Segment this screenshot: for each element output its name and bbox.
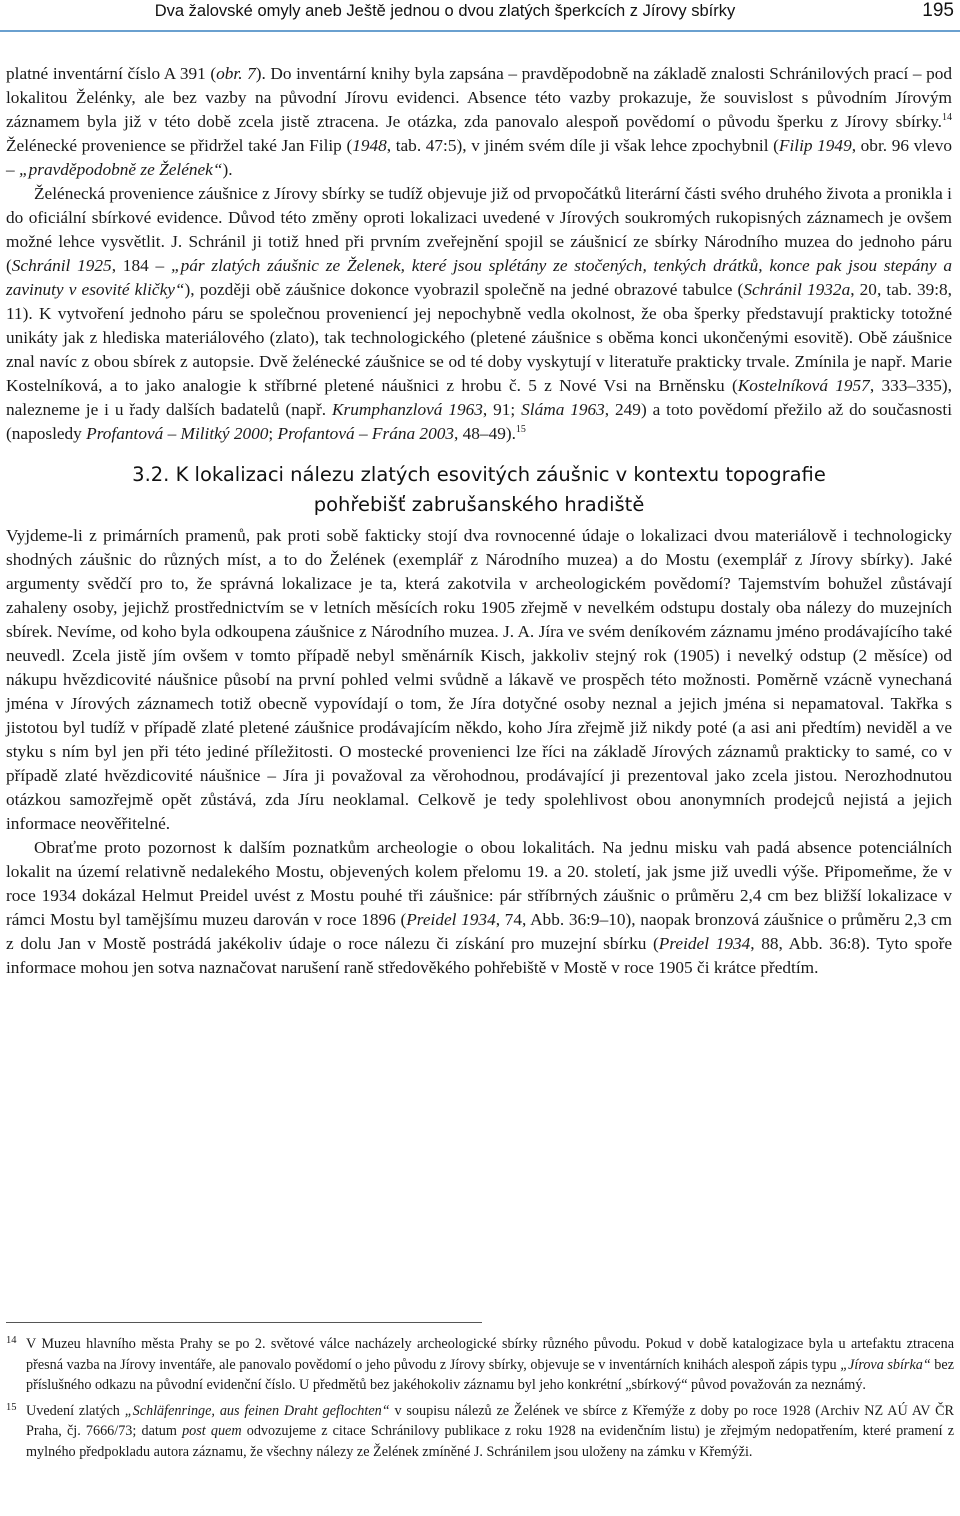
text-run: , 74, Abb. 36:9–10), naopak bronzová záušnice o průměru 2,3 cm z dolu Jan v Mostě postrádá jakékoliv údaje o roce nálezu či získání pro muzejní sbírku ( — [6, 910, 952, 953]
text-run: Želénecké provenience se přidržel také Jan Filip ( — [6, 136, 353, 155]
paragraph-1 — [6, 62, 952, 182]
footnote-text: bez příslušného odkazu na původní evidenční číslo. U předmětů bez jakéhokoliv záznamu byl jeho konkrétní „sbírkový“ původ považován za neznámý. — [26, 1356, 954, 1393]
text-run: , 333–335), nalezneme je i u řady dalších badatelů (např. — [6, 376, 952, 419]
running-header-title: Dva žalovské omyly aneb Ještě jednou o dvou zlatých šperkcích z Jírovy sbírky — [154, 2, 736, 20]
section-heading-line-1: 3.2. K lokalizaci nálezu zlatých esovitých záušnic v kontextu topografie — [132, 463, 826, 486]
paragraph-4 — [6, 836, 952, 980]
footnote-text: Uvedení zlatých — [26, 1402, 125, 1419]
quotation: „pravděpodobně ze Želének“ — [18, 160, 223, 179]
text-run: , 20, tab. 39:8, 11). K vytvoření jednoho páru se společnou proveniencí jej nepochybně vedla okolnost, že oba šperky představují prakticky totožné unikáty jak z hlediska materiálového (zlato), tak technologického (pletené záušnice s oběma konci ukončenými esovitě). Obě záušnice znal navíc z obou sbírek z autopsie. Dvě želénecké záušnice se od té doby vyskytují v literatuře prakticky trvale. Zmínila je např. Marie Kostelníková, a to jako analogie k stříbrné pletené náušnici z hrobu č. 5 z Nové Vsi na Brněnsku ( — [6, 280, 953, 395]
citation: Krumphanzlová 1963 — [332, 400, 483, 419]
latin-term: post quem — [182, 1423, 242, 1439]
citation: Schránil 1925 — [11, 256, 112, 275]
main-text — [6, 62, 952, 980]
quotation: „pár zlatých záušnic ze Želenek, které jsou splétány ze stočených, tenkých drátků, konce pak jsou stepány a zavinuty v esovité kličky“ — [6, 256, 953, 299]
page-number: 195 — [922, 0, 954, 21]
quotation: „Jírova sbírka“ — [840, 1356, 931, 1373]
footnote-number: 15 — [6, 1401, 17, 1413]
footnote-14 — [6, 1334, 954, 1396]
citation: Preidel 1934 — [406, 910, 496, 929]
footnote-rule — [6, 1322, 482, 1323]
text-run: , 48–49). — [454, 424, 516, 443]
header-rule — [0, 30, 960, 32]
text-run: ), později obě záušnice dokonce vyobrazil společně na jedné obrazové tabulce ( — [184, 280, 744, 299]
footnote-text: v soupisu nálezů ze Želének ve sbírce z Křemýže z doby po roce 1928 (Archiv NZ AÚ AV ČR Praha, čj. 7666/73; datum — [26, 1402, 954, 1439]
text-run: , 91; — [482, 400, 522, 419]
footnotes — [6, 1334, 954, 1467]
paragraph-2 — [6, 182, 952, 446]
text-run: , tab. 47:5), v jiném svém díle ji však lehce zpochybnil ( — [386, 136, 779, 155]
text-run: ). Do inventární knihy byla zapsána – pravděpodobně na základě znalosti Schránilových prací – pod lokalitou Želénky, ale bez vazby na původní Jírovu evidenci. Absence této vazby prokazuje, že souvislost s původním Jírovým záznamem byla již v této době zcela jistě ztracena. Je otázka, zda panovalo alespoň povědomí o původu šperku z Jírovy sbírky. — [6, 64, 952, 131]
footnote-15 — [6, 1401, 954, 1463]
paragraph-3: Vyjdeme-li z primárních pramenů, pak proti sobě fakticky stojí dva rovnocenné údaje o lokalizaci dvou materiálově i technologicky shodných záušnic do různých míst, a to do Želének (exemplář z Národního muzea) a do Mostu (exemplář z Jírovy sbírky). Jaké argumenty svědčí pro to, že správná lokalizace je ta, která zakotvila v archeologickém povědomí? Tajemstvím bohužel zůstávají zahaleny osoby, jejichž prostřednictvím se v letních měsících roku 1905 zřejmě v nevelkém odstupu dostaly oba nálezy do muzejních sbírek. Nevíme, od koho byla odkoupena záušnice z Národního muzea. J. A. Jíra ve svém deníkovém záznamu jméno prodávajícího také neuvedl. Zcela jistě jím ovšem v tomto případě nebyl směnárník Kisch, jakkoliv stejný rok (1905) i nevelký odstup (2 měsíce) od nákupu hvězdicovité náušnice působí na první pohled velmi svůdně a lákavě ve prospěch této možnosti. Poměrně vzácně vynechaná jména v Jírových záznamech totiž obecně vypovídají o tom, že Jíra dotyčné osoby neznal a jejich jména si nepamatoval. Takřka s jistotou byl tudíž v případě zlaté pletené záušnice prodávajícím někdo, koho Jíra zřejmě již nikdy poté (a asi ani předtím) neviděl a ve styku s ním byl jen při této jediné příležitosti. O mostecké provenienci lze říci na základě Jírových záznamů prakticky to samé, co v případě zlaté hvězdicovité náušnice – Jíra ji považoval za věrohodnou, prodávající ji prezentoval jako zcela jistou. Nerozhodnutou otázkou samozřejmě opět zůstává, zda Jíru neoklamal. Celkově je tedy spolehlivost obou anonymních prodejců nejistá a jejich informace neověřitelné. — [6, 526, 952, 833]
citation: Kostelníková 1957 — [737, 376, 870, 395]
footnote-number: 14 — [6, 1335, 17, 1346]
footnote-ref-14[interactable]: 14 — [942, 112, 952, 123]
citation: Profantová – Militký 2000 — [86, 424, 269, 443]
text-run: Obraťme proto pozornost k dalším poznatkům archeologie o obou lokalitách. Na jednu misku vah padá absence potenciálních lokalit na území relativně nedalekého Mostu, objevených kolem přelomu 19. a 20. století, jak jsme již uvedli výše. Připomeňme, že v roce 1934 dokázal Helmut Preidel uvést z Mostu pouhé tři záušnice: pár stříbrných záušnic o průměru 2,4 cm bez bližší lokalizace v rámci Mostu byl tamějšímu muzeu darován v roce 1896 ( — [6, 838, 952, 929]
text-run: , 88, Abb. 36:8). Tyto spoře informace mohou jen sotva naznačovat narušení raně středověkého pohřebiště v Mostě v roce 1905 či krátce předtím. — [6, 934, 953, 977]
footnote-text: V Muzeu hlavního města Prahy se po 2. světové válce nacházely archeologické sbírky různého původu. Pokud v době katalogizace byla u artefaktu ztracena přesná vazba na Jírovy inventáře, ale panovalo povědomí o jeho původu z Jírovy sbírky, objevuje se v inventárních knihách alespoň zápis typu — [26, 1336, 954, 1373]
running-header — [0, 0, 960, 38]
footnote-text: odvozujeme z citace Schránilovy publikace z roku 1928 na evidenčním listu) je zřejmým nedopatřením, které pramení z mylného předpokladu autora záznamu, že všechny nálezy ze Želének zmíněné J. Schránilem jsou uloženy na zámku v Křemýži. — [26, 1423, 955, 1460]
citation: Filip 1949 — [778, 136, 852, 155]
citation: Schránil 1932a — [743, 280, 851, 299]
text-run: ; — [268, 424, 278, 443]
text-run: ). — [222, 160, 233, 179]
text-run: , 184 – — [111, 256, 171, 275]
quotation: „Schläfenringe, aus feinen Draht geflochten“ — [124, 1402, 390, 1419]
footnote-ref-15[interactable]: 15 — [515, 424, 526, 435]
section-heading — [6, 460, 952, 520]
text-run: platné inventární číslo A 391 ( — [6, 64, 217, 83]
citation: obr. 7 — [216, 64, 256, 83]
text-run: , 249) a toto povědomí přežilo až do současnosti (naposledy — [6, 400, 952, 443]
citation: 1948 — [352, 136, 387, 155]
citation: Profantová – Frána 2003 — [277, 424, 454, 443]
text-run: , obr. 96 vlevo – — [6, 136, 953, 179]
section-heading-line-2: pohřebišť zabrušanského hradiště — [313, 493, 645, 516]
text-run: Želénecká provenience záušnice z Jírovy sbírky se tudíž objevuje již od prvopočátků literární části svého druhého života a pronikla i do oficiální sbírkové evidence. Důvod této změny oproti lokalizaci uvedené v Jírových soukromých rukopisných záznamech je ovšem možné lehce vysvětlit. J. Schránil ji totiž hned při prvním zveřejnění spojil se záušnicí ze sbírky Národního muzea do jednoho páru ( — [6, 184, 952, 275]
citation: Preidel 1934 — [658, 934, 751, 953]
citation: Sláma 1963 — [521, 400, 605, 419]
